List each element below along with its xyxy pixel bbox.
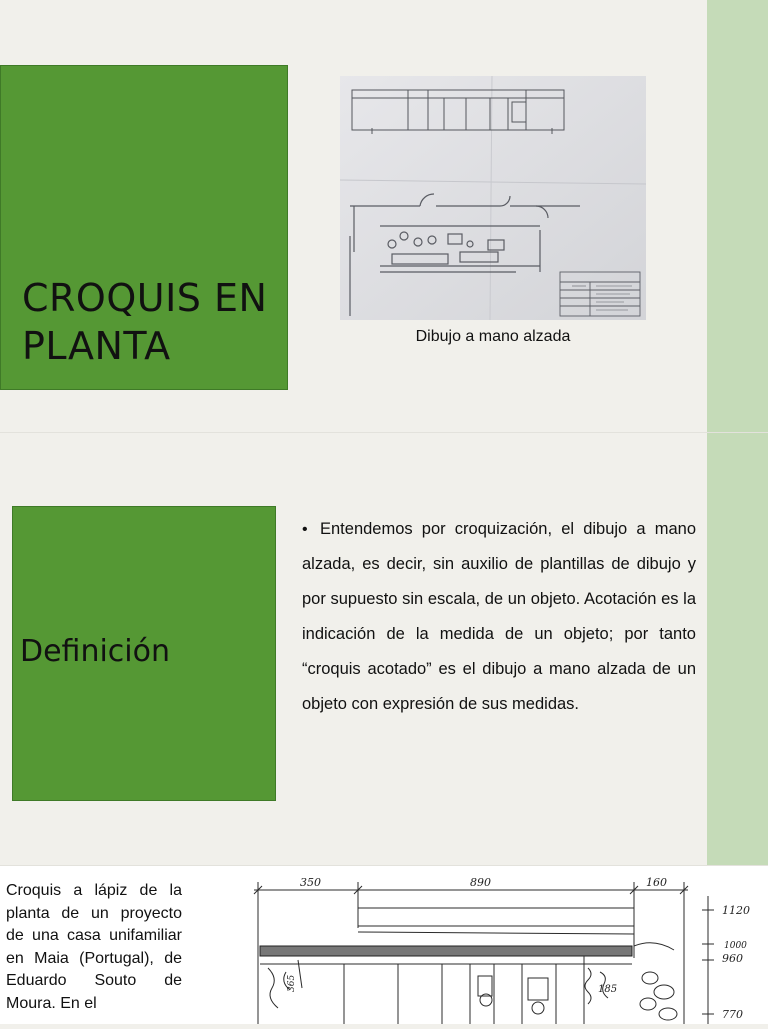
pencil-floor-plan-sketch-icon xyxy=(238,868,768,1024)
hand-drawn-floor-plan-sheet-icon xyxy=(340,76,646,320)
title-line-2: PLANTA xyxy=(22,324,171,368)
pencil-sketch xyxy=(238,868,768,1024)
photo-caption: Dibujo a mano alzada xyxy=(415,328,571,345)
slide-title xyxy=(22,274,267,370)
dimension-label: 890 xyxy=(470,876,491,889)
dimension-label: 365 xyxy=(287,974,297,992)
bullet-icon: • xyxy=(302,521,308,538)
dimension-label: 1120 xyxy=(722,904,750,917)
dimension-label: 1000 xyxy=(724,941,747,951)
dimension-label: 350 xyxy=(300,876,321,889)
definition-text: Entendemos por croquización, el dibujo a mano alzada, es decir, sin auxilio de plantillas de dibujo y por supuesto sin escala, de un objeto. Acotación es la indicación de la medida de un objeto; por tanto “croquis acotado” es el dibujo a mano alzada de un objeto con expresión de sus medidas. xyxy=(302,520,696,713)
definition-title: Definición xyxy=(20,634,170,669)
sketch-description: Croquis a lápiz de la planta de un proyecto de una casa unifamiliar en Maia (Portugal), de Eduardo Souto de Moura. En el xyxy=(6,882,182,1012)
side-accent-strip xyxy=(707,0,768,432)
dimension-label: 960 xyxy=(722,952,743,965)
floor-plan-photo xyxy=(340,76,646,320)
dimension-label: 185 xyxy=(598,984,618,995)
title-line-1: CROQUIS EN xyxy=(22,276,268,320)
dimension-label: 160 xyxy=(646,876,667,889)
side-accent-strip xyxy=(707,433,768,865)
dimension-label: 770 xyxy=(722,1008,743,1021)
slide-croquis-en-planta xyxy=(0,0,768,432)
